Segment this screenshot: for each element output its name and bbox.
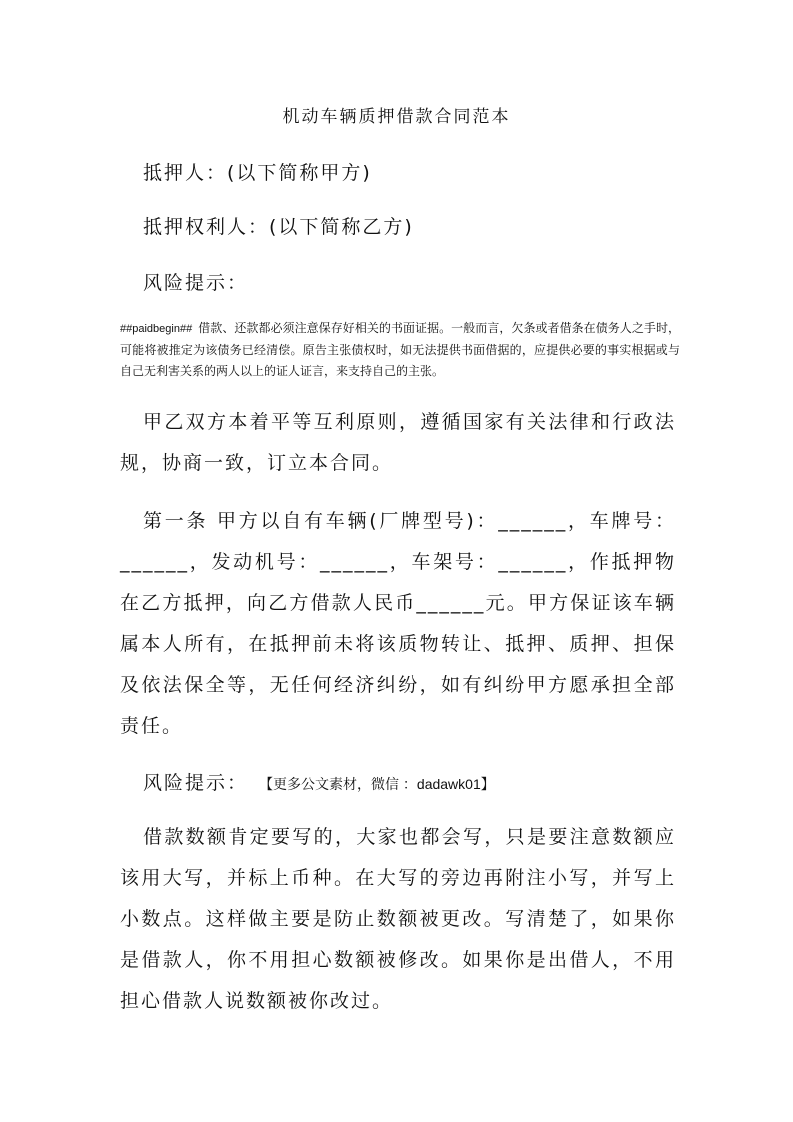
risk-note — [120, 318, 680, 382]
intro-paragraph: 甲乙双方本着平等互利原则，遵循国家有关法律和行政法规，协商一致，订立本合同。 — [120, 411, 676, 474]
note-text: 借款、还款都必须注意保存好相关的书面证据。一般而言，欠条或者借条在债务人之手时，可能将被推定为该债务已经清偿。原告主张债权时，如无法提供书面借据的，应提供必要的事实根据或与自己无利害关系的两人以上的证人证言，来支持自己的主张。 — [120, 321, 680, 378]
promo-text: 【更多公文素材，微信 ：dadawk01】 — [266, 776, 495, 792]
article-one: 第一条 甲方以自有车辆(厂牌型号)：______，车牌号：______，发动机号：______，车架号：______，作抵押物在乙方抵押，向乙方借款人民币______元。甲方保证该车辆属本人所有，在抵押前未将该质物转让、抵押、质押、担保及依法保全等，无任何经济纠纷，如有纠纷甲方愿承担全部责任。 — [120, 510, 676, 737]
risk-label-2: 风险提示： — [143, 772, 249, 794]
risk-label: 风险提示： — [143, 272, 249, 294]
document-title: 机动车辆质押借款合同范本 — [282, 107, 511, 127]
note-tag: ##paidbegin## — [120, 323, 193, 335]
mortgagee-line: 抵押权利人：(以下简称乙方) — [143, 216, 414, 238]
mortgagor-line: 抵押人：(以下简称甲方) — [143, 162, 372, 184]
amount-paragraph: 借款数额肯定要写的，大家也都会写，只是要注意数额应该用大写，并标上币种。在大写的旁边再附注小写，并写上小数点。这样做主要是防止数额被更改。写清楚了，如果你是借款人，你不用担心数额被修改。如果你是出借人，不用担心借款人说数额被你改过。 — [120, 826, 676, 1012]
risk-label-2-line — [143, 768, 495, 799]
